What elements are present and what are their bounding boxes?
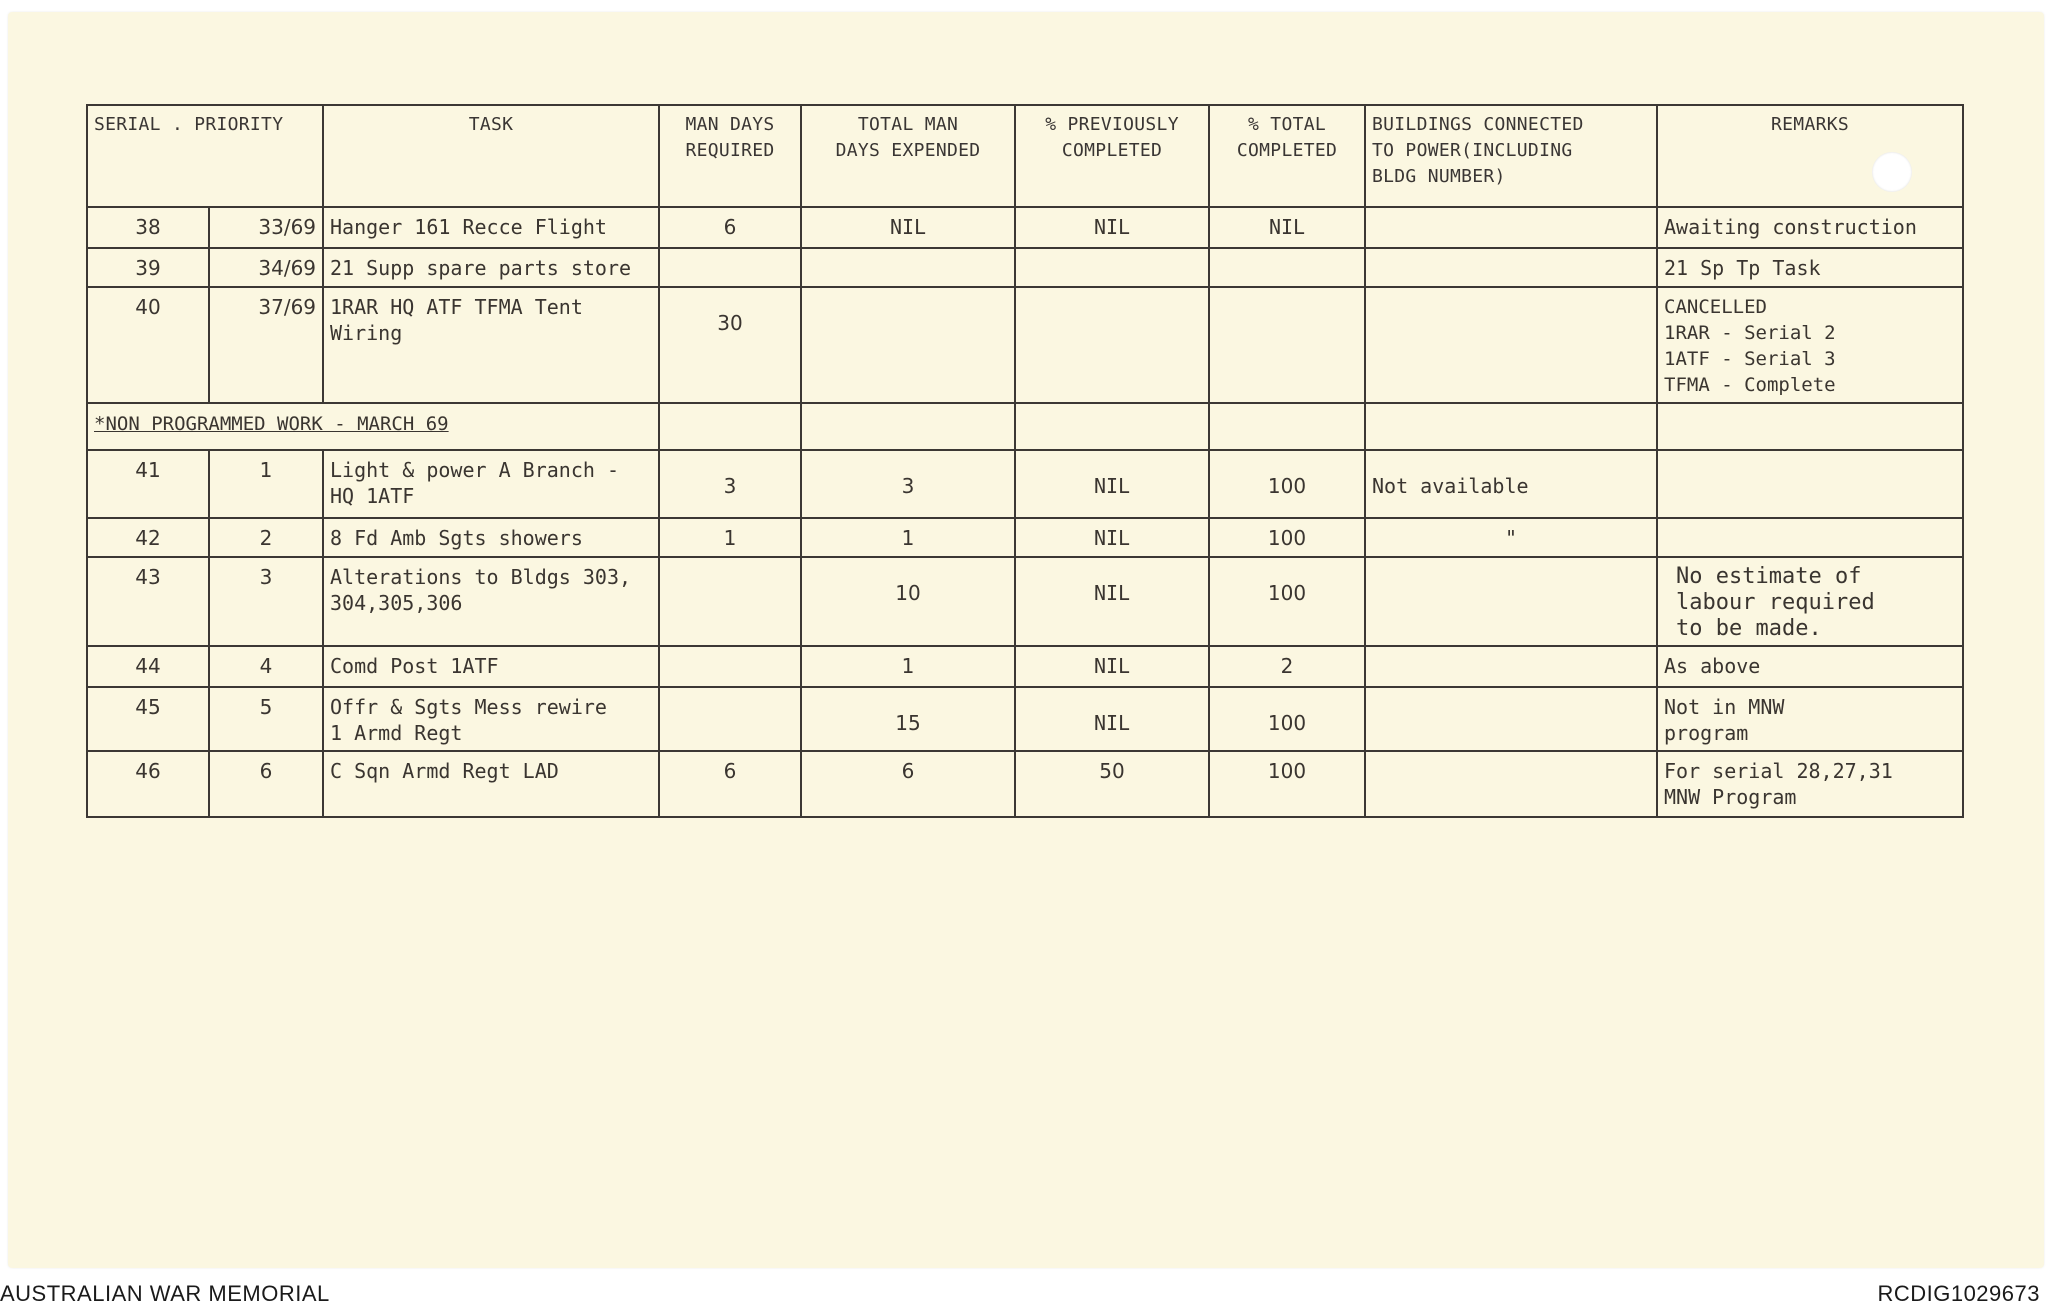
header-man-days-required: MAN DAYS REQUIRED xyxy=(659,105,801,207)
man-days-cell: 30 xyxy=(659,287,801,402)
footer-institution: AUSTRALIAN WAR MEMORIAL xyxy=(0,1281,330,1306)
footer-catalogue-id: RCDIG1029673 xyxy=(1877,1281,2040,1306)
total-expended-cell: 15 xyxy=(801,687,1015,751)
remarks-cell: Not in MNW program xyxy=(1657,687,1963,751)
remarks-cell: 21 Sp Tp Task xyxy=(1657,248,1963,287)
priority-cell: 2 xyxy=(209,518,323,557)
table-row xyxy=(87,751,1963,817)
header-pct-previously-completed: % PREVIOUSLY COMPLETED xyxy=(1015,105,1209,207)
total-completed-cell: 2 xyxy=(1209,646,1365,687)
buildings-cell: Not available xyxy=(1365,450,1657,518)
task-cell: 21 Supp spare parts store xyxy=(323,248,659,287)
task-cell: C Sqn Armd Regt LAD xyxy=(323,751,659,817)
table-row xyxy=(87,248,1963,287)
priority-cell: 4 xyxy=(209,646,323,687)
man-days-cell: 6 xyxy=(659,751,801,817)
serial-cell: 44 xyxy=(87,646,209,687)
priority-cell: 5 xyxy=(209,687,323,751)
man-days-cell: 1 xyxy=(659,518,801,557)
task-cell: Alterations to Bldgs 303, 304,305,306 xyxy=(323,557,659,646)
header-pct-total-completed: % TOTAL COMPLETED xyxy=(1209,105,1365,207)
prev-completed-cell: NIL xyxy=(1015,450,1209,518)
table-row xyxy=(87,207,1963,248)
buildings-cell xyxy=(1365,557,1657,646)
task-cell: Hanger 161 Recce Flight xyxy=(323,207,659,248)
remarks-cell: CANCELLED 1RAR - Serial 2 1ATF - Serial 3 TFMA - Complete xyxy=(1657,287,1963,402)
header-buildings-connected: BUILDINGS CONNECTED TO POWER(INCLUDING BLDG NUMBER) xyxy=(1365,105,1657,207)
man-days-cell xyxy=(659,646,801,687)
remarks-cell: For serial 28,27,31 MNW Program xyxy=(1657,751,1963,817)
total-completed-cell: 100 xyxy=(1209,751,1365,817)
man-days-cell: 6 xyxy=(659,207,801,248)
total-completed-cell: 100 xyxy=(1209,557,1365,646)
task-cell: 8 Fd Amb Sgts showers xyxy=(323,518,659,557)
total-expended-cell: 1 xyxy=(801,518,1015,557)
buildings-cell xyxy=(1365,751,1657,817)
priority-cell: 37/69 xyxy=(209,287,323,402)
total-completed-cell: 100 xyxy=(1209,687,1365,751)
serial-cell: 40 xyxy=(87,287,209,402)
serial-cell: 39 xyxy=(87,248,209,287)
section-label: *NON PROGRAMMED WORK - MARCH 69 xyxy=(94,412,449,435)
serial-cell: 42 xyxy=(87,518,209,557)
task-cell: 1RAR HQ ATF TFMA Tent Wiring xyxy=(323,287,659,402)
table-row xyxy=(87,450,1963,518)
remarks-cell xyxy=(1657,450,1963,518)
total-completed-cell: 100 xyxy=(1209,450,1365,518)
table-row xyxy=(87,557,1963,646)
buildings-cell: " xyxy=(1365,518,1657,557)
total-expended-cell xyxy=(801,248,1015,287)
total-completed-cell xyxy=(1209,248,1365,287)
table-row xyxy=(87,687,1963,751)
remarks-cell: Awaiting construction xyxy=(1657,207,1963,248)
priority-cell: 6 xyxy=(209,751,323,817)
header-remarks: REMARKS xyxy=(1657,105,1963,207)
prev-completed-cell: NIL xyxy=(1015,557,1209,646)
works-progress-table xyxy=(86,104,1964,818)
buildings-cell xyxy=(1365,207,1657,248)
task-cell: Offr & Sgts Mess rewire 1 Armd Regt xyxy=(323,687,659,751)
header-row xyxy=(87,105,1963,207)
buildings-cell xyxy=(1365,687,1657,751)
priority-cell: 33/69 xyxy=(209,207,323,248)
serial-cell: 38 xyxy=(87,207,209,248)
prev-completed-cell xyxy=(1015,287,1209,402)
prev-completed-cell: NIL xyxy=(1015,207,1209,248)
buildings-cell xyxy=(1365,646,1657,687)
total-completed-cell: 100 xyxy=(1209,518,1365,557)
task-cell: Comd Post 1ATF xyxy=(323,646,659,687)
priority-cell: 3 xyxy=(209,557,323,646)
priority-cell: 1 xyxy=(209,450,323,518)
section-label-cell xyxy=(87,403,659,450)
prev-completed-cell: NIL xyxy=(1015,646,1209,687)
prev-completed-cell: NIL xyxy=(1015,518,1209,557)
total-expended-cell: 6 xyxy=(801,751,1015,817)
table-row xyxy=(87,518,1963,557)
total-completed-cell: NIL xyxy=(1209,207,1365,248)
man-days-cell xyxy=(659,687,801,751)
serial-cell: 45 xyxy=(87,687,209,751)
total-expended-cell: 3 xyxy=(801,450,1015,518)
total-expended-cell: NIL xyxy=(801,207,1015,248)
serial-cell: 41 xyxy=(87,450,209,518)
serial-cell: 46 xyxy=(87,751,209,817)
buildings-cell xyxy=(1365,248,1657,287)
total-completed-cell xyxy=(1209,287,1365,402)
prev-completed-cell: 50 xyxy=(1015,751,1209,817)
section-row xyxy=(87,403,1963,450)
table-row xyxy=(87,287,1963,402)
header-total-man-days-expended: TOTAL MAN DAYS EXPENDED xyxy=(801,105,1015,207)
task-cell: Light & power A Branch - HQ 1ATF xyxy=(323,450,659,518)
total-expended-cell: 1 xyxy=(801,646,1015,687)
prev-completed-cell xyxy=(1015,248,1209,287)
total-expended-cell xyxy=(801,287,1015,402)
man-days-cell: 3 xyxy=(659,450,801,518)
serial-cell: 43 xyxy=(87,557,209,646)
priority-cell: 34/69 xyxy=(209,248,323,287)
man-days-cell xyxy=(659,248,801,287)
table-row xyxy=(87,646,1963,687)
header-task: TASK xyxy=(323,105,659,207)
remarks-cell: As above xyxy=(1657,646,1963,687)
remarks-cell: No estimate of labour required to be made. xyxy=(1657,557,1963,646)
remarks-cell xyxy=(1657,518,1963,557)
total-expended-cell: 10 xyxy=(801,557,1015,646)
man-days-cell xyxy=(659,557,801,646)
prev-completed-cell: NIL xyxy=(1015,687,1209,751)
buildings-cell xyxy=(1365,287,1657,402)
header-serial-priority: SERIAL . PRIORITY xyxy=(87,105,323,207)
